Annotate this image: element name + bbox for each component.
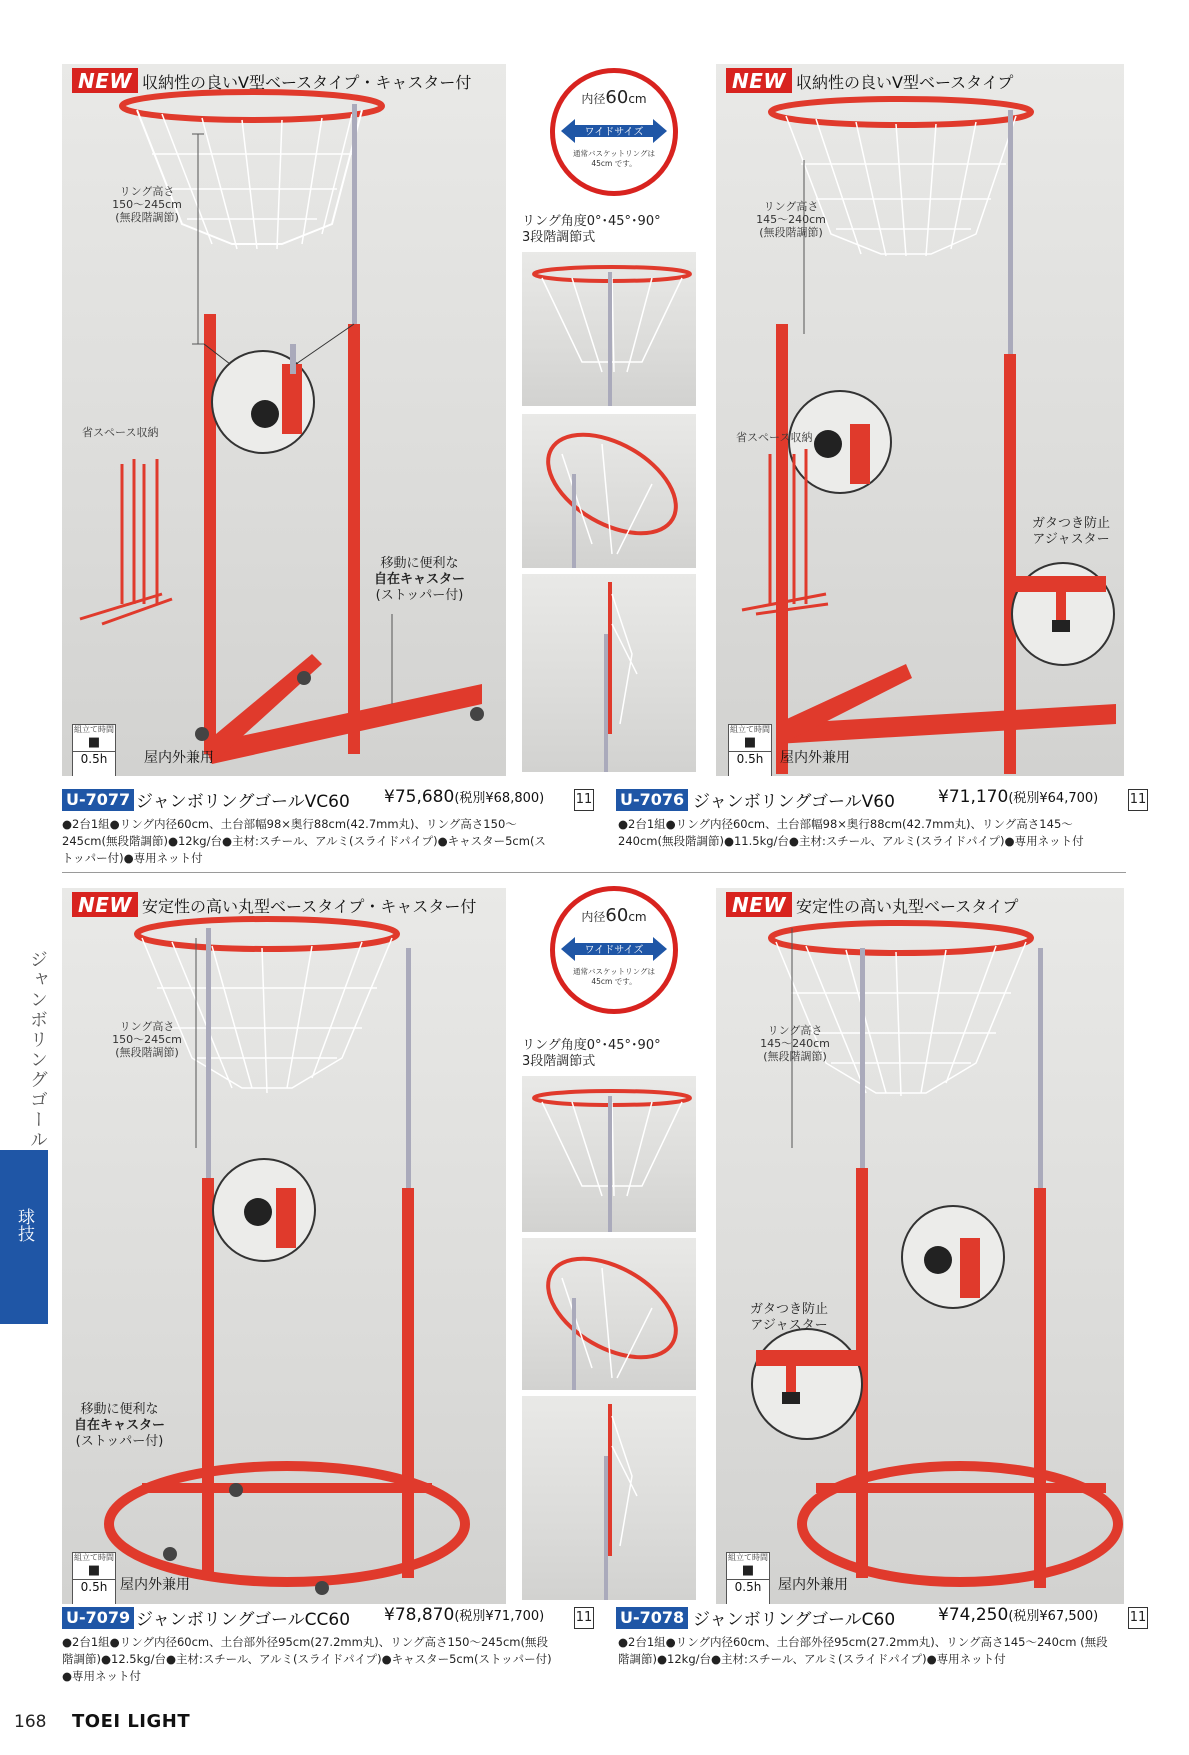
ring-angle-90-photo	[522, 574, 696, 772]
category-tab	[0, 1150, 48, 1324]
product-code: U-7076	[616, 789, 688, 811]
usage-label: 屋内外兼用	[144, 750, 214, 766]
page-number: 168	[14, 1712, 47, 1732]
product-price: ¥78,870(税別¥71,700)	[384, 1605, 545, 1625]
product-price: ¥74,250(税別¥67,500)	[938, 1605, 1099, 1625]
ring-angle-90-photo	[522, 1396, 696, 1600]
goal-round-illustration	[716, 888, 1124, 1604]
assembly-time-badge: 組立て時間 ■ 0.5h	[726, 1552, 770, 1604]
product-spec: ●2台1組●リング内径60cm、土台部幅98×奥行88cm(42.7mm丸)、リング高さ145～ 240cm(無段階調節)●11.5kg/台●主材:スチール、アルミ(スライドパイプ)●専用ネット付	[618, 817, 1084, 848]
assembly-time-badge: 組立て時間 ■ 0.5h	[72, 1552, 116, 1604]
ring-height-label: リング高さ 145～240cm (無段階調節)	[756, 200, 826, 239]
usage-label: 屋内外兼用	[780, 750, 850, 766]
storage-label: 省スペース収納	[82, 426, 159, 439]
page-ref-box: 11	[1128, 1607, 1148, 1629]
wide-size-circle: 内径60cm ワイドサイズ 通常バスケットリングは 45cm です。	[550, 68, 678, 196]
product-photo-u7078	[716, 888, 1124, 1604]
product-name: ジャンボリングゴールVC60	[136, 792, 350, 812]
double-arrow-icon	[561, 937, 667, 961]
wide-size-circle: 内径60cm ワイドサイズ 通常バスケットリングは 45cm です。	[550, 886, 678, 1014]
page-ref-box: 11	[574, 1607, 594, 1629]
ring-angle-0-photo	[522, 1076, 696, 1232]
category-tab-label: 球技	[14, 1208, 34, 1242]
person-icon: ■	[87, 1563, 101, 1578]
person-icon: ■	[743, 735, 757, 750]
ring-height-label: リング高さ 145～240cm (無段階調節)	[760, 1024, 830, 1063]
ring-angle-0-photo	[522, 252, 696, 406]
assembly-time-badge: 組立て時間 ■ 0.5h	[72, 724, 116, 776]
person-icon: ■	[741, 1563, 755, 1578]
caster-callout: 移動に便利な 自在キャスター (ストッパー付)	[374, 556, 466, 603]
product-price: ¥71,170(税別¥64,700)	[938, 787, 1099, 807]
usage-label: 屋内外兼用	[778, 1577, 848, 1593]
usage-label: 屋内外兼用	[120, 1577, 190, 1593]
category-side-label: ジャンボリングゴール	[27, 950, 48, 1150]
svg-text:ワイドサイズ: ワイドサイズ	[584, 127, 644, 138]
product-name: ジャンボリングゴールCC60	[136, 1610, 351, 1630]
product-spec: ●2台1組●リング内径60cm、土台部幅98×奥行88cm(42.7mm丸)、リング高さ150～ 245cm(無段階調節)●12kg/台●主材:スチール、アルミ(スライドパイプ)●キャスター5cm(ス トッパー付)●専用ネット付	[62, 817, 546, 865]
new-badge: NEW	[72, 68, 138, 93]
ring-angle-label: リング角度0°･45°･90° 3段階調節式	[522, 1038, 661, 1069]
product-photo-u7076	[716, 64, 1124, 776]
goal-vtype-caster-illustration	[62, 64, 506, 776]
page-ref-box: 11	[1128, 789, 1148, 811]
product-code: U-7077	[62, 789, 134, 811]
storage-label: 省スペース収納	[736, 431, 813, 444]
product-name: ジャンボリングゴールC60	[693, 1610, 896, 1630]
goal-round-caster-illustration	[62, 888, 506, 1604]
brand-logo: TOEI LIGHT	[72, 1711, 191, 1732]
product-headline: 安定性の高い丸型ベースタイプ・キャスター付	[142, 897, 477, 916]
ring-angle-45-photo	[522, 1238, 696, 1390]
product-photo-u7077	[62, 64, 506, 776]
new-badge: NEW	[726, 892, 792, 917]
adjuster-callout: ガタつき防止 アジャスター	[750, 1302, 829, 1333]
product-spec: ●2台1組●リング内径60cm、土台部外径95cm(27.2mm丸)、リング高さ145～240cm (無段 階調節)●12kg/台●主材:スチール、アルミ(スライドパイプ)●専用ネット付	[618, 1635, 1108, 1666]
new-badge: NEW	[72, 892, 138, 917]
ring-height-label: リング高さ 150～245cm (無段階調節)	[112, 185, 182, 224]
product-price: ¥75,680(税別¥68,800)	[384, 787, 545, 807]
product-code: U-7078	[616, 1607, 688, 1629]
product-headline: 安定性の高い丸型ベースタイプ	[796, 897, 1019, 916]
product-headline: 収納性の良いV型ベースタイプ	[796, 73, 1014, 92]
ring-angle-label: リング角度0°･45°･90° 3段階調節式	[522, 214, 661, 245]
assembly-time-badge: 組立て時間 ■ 0.5h	[728, 724, 772, 776]
product-headline: 収納性の良いV型ベースタイプ・キャスター付	[142, 73, 472, 92]
double-arrow-icon	[561, 119, 667, 143]
section-divider	[62, 872, 1126, 873]
ring-angle-45-photo	[522, 414, 696, 568]
new-badge: NEW	[726, 68, 792, 93]
product-photo-u7079	[62, 888, 506, 1604]
page-ref-box: 11	[574, 789, 594, 811]
person-icon: ■	[87, 735, 101, 750]
goal-vtype-illustration	[716, 64, 1124, 776]
product-spec: ●2台1組●リング内径60cm、土台部外径95cm(27.2mm丸)、リング高さ150～245cm(無段 階調節)●12.5kg/台●主材:スチール、アルミ(スライドパイプ)●キャスター5cm(ストッパー付) ●専用ネット付	[62, 1635, 552, 1683]
product-code: U-7079	[62, 1607, 134, 1629]
adjuster-callout: ガタつき防止 アジャスター	[1032, 516, 1111, 547]
svg-text:ワイドサイズ: ワイドサイズ	[584, 945, 644, 956]
ring-height-label: リング高さ 150～245cm (無段階調節)	[112, 1020, 182, 1059]
product-name: ジャンボリングゴールV60	[693, 792, 895, 812]
caster-callout: 移動に便利な 自在キャスター (ストッパー付)	[74, 1402, 166, 1449]
